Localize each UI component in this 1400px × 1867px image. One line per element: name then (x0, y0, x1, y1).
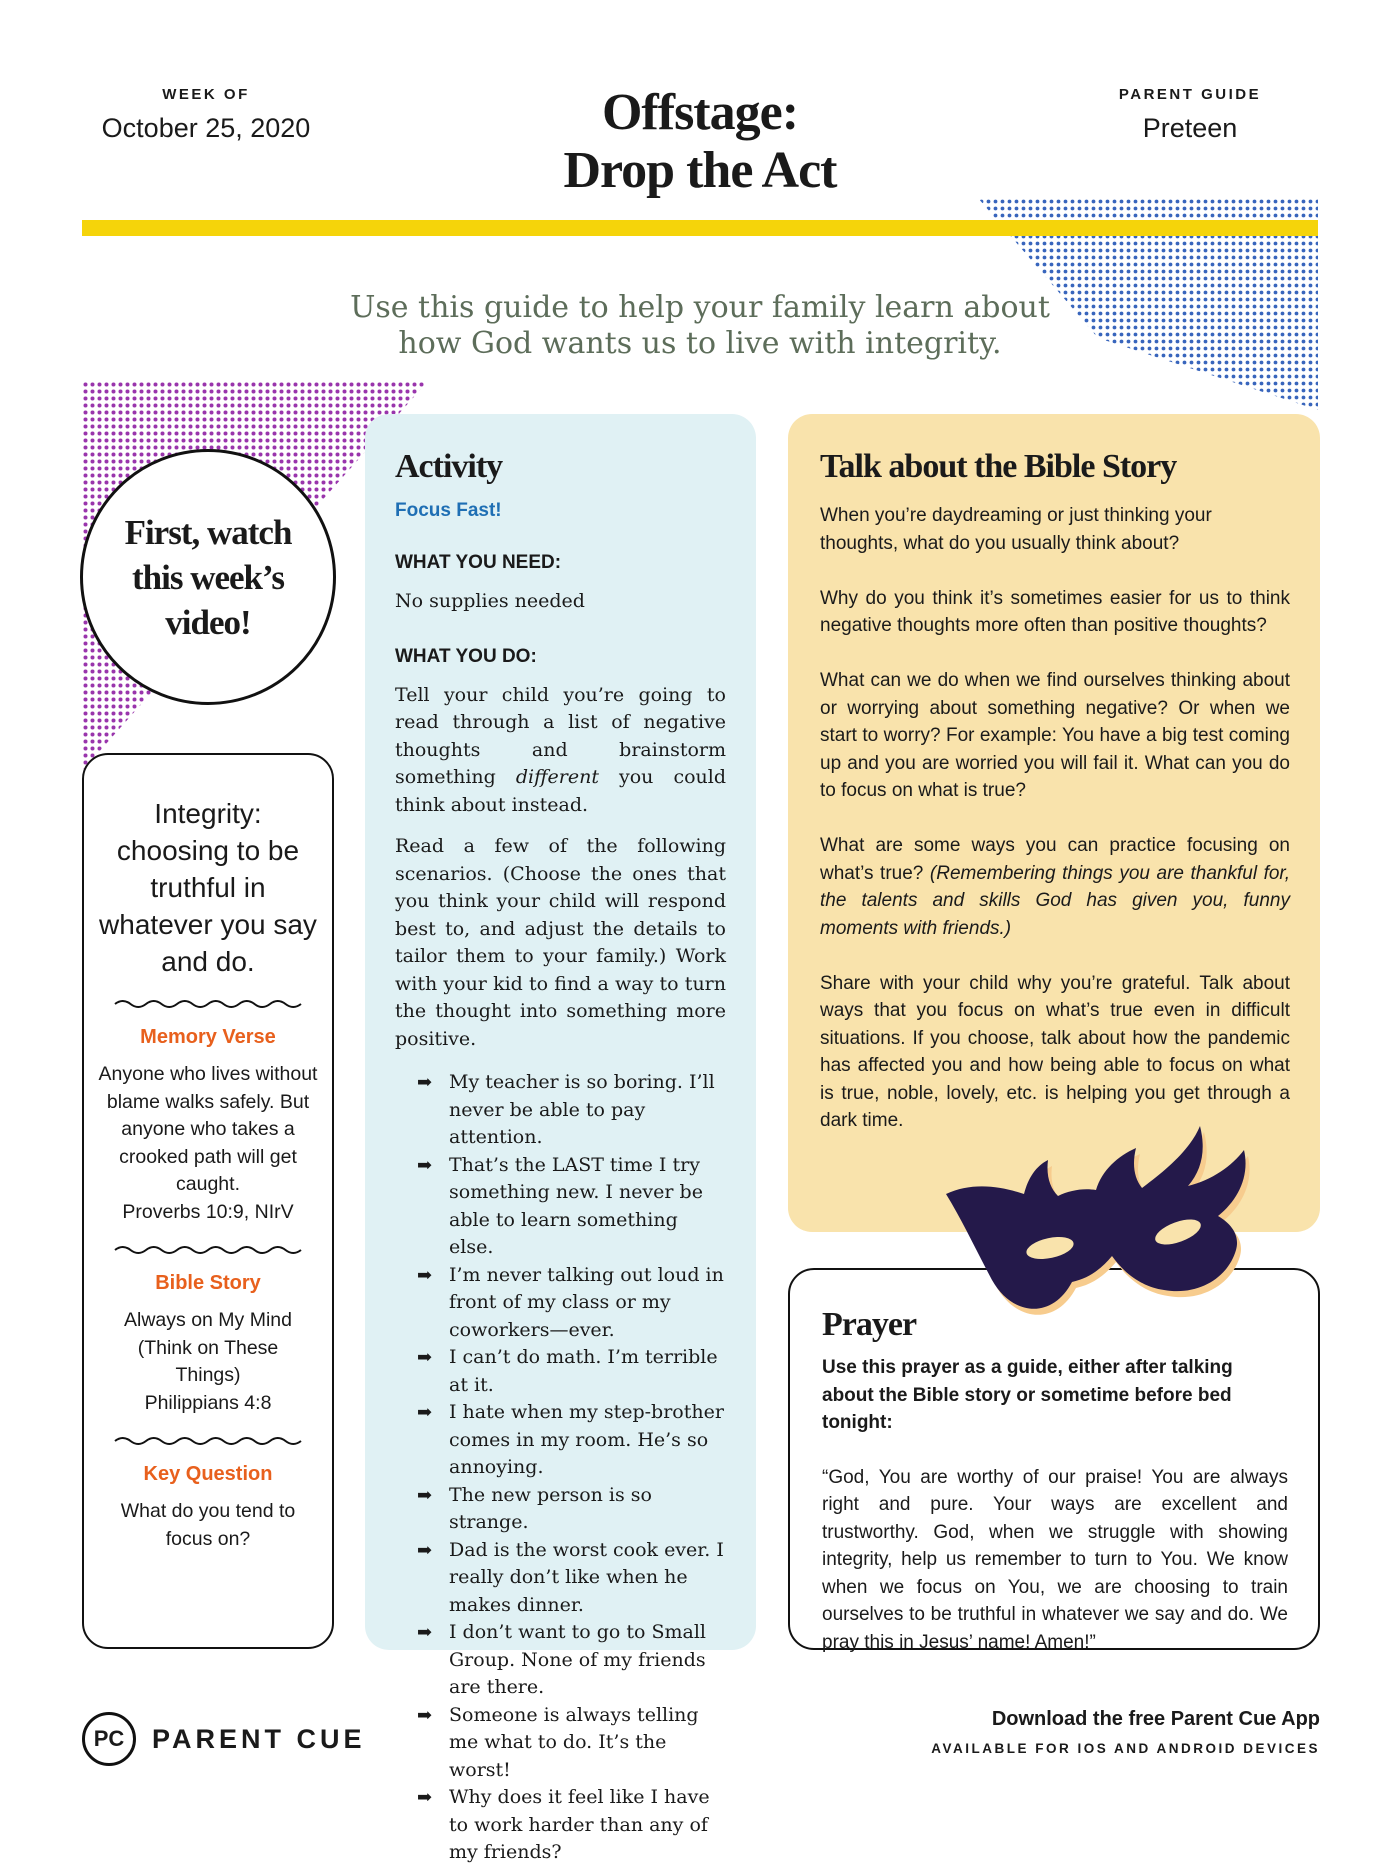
list-item (395, 1262, 726, 1345)
logo-mark: PC (82, 1712, 136, 1766)
guide-value: Preteen (1142, 113, 1238, 143)
week-label: WEEK OF (162, 86, 250, 103)
talk-panel (788, 414, 1320, 1232)
discussion-question: When you’re daydreaming or just thinking your thoughts, what do you usually think about? (820, 505, 1212, 554)
scenario-text: I don’t want to go to Small Group. None of my friends are there. (449, 1621, 706, 1698)
what-you-do-heading: WHAT YOU DO: (395, 645, 537, 667)
list-item (395, 1537, 726, 1620)
prayer-title: Prayer (822, 1306, 917, 1343)
divider-wave (115, 1244, 301, 1256)
list-item (395, 1482, 726, 1537)
divider-wave (115, 998, 301, 1010)
parent-guide (1090, 86, 1290, 144)
list-item (395, 1069, 726, 1152)
question-text: What are some ways you can practice focusing on what’s true? (820, 835, 1290, 884)
what-you-need-text: No supplies needed (395, 590, 585, 612)
brand-name: PARENT CUE (152, 1723, 366, 1754)
key-question-text: What do you tend to focus on? (120, 1500, 296, 1550)
right-arrow-icon: ➡ (417, 1154, 433, 1176)
right-arrow-icon: ➡ (417, 1484, 433, 1506)
scenario-text: I can’t do math. I’m terrible at it. (449, 1346, 718, 1396)
scenario-text: I’m never talking out loud in front of my class or my coworkers—ever. (449, 1263, 724, 1341)
scenario-text: Why does it feel like I have to work harder than any of my friends? (449, 1786, 710, 1863)
week-date: October 25, 2020 (101, 113, 311, 143)
scenario-text: That’s the LAST time I try something new. I never be able to learn something else. (449, 1153, 703, 1258)
intro-text-a: Tell your child you’re going to read through a list of negative thoughts and brainstorm something (395, 683, 726, 788)
activity-title: Activity (395, 448, 503, 485)
bible-story-title: Always on My Mind (Think on These Things) (124, 1309, 292, 1386)
guide-label: PARENT GUIDE (1118, 86, 1262, 103)
right-arrow-icon: ➡ (417, 1264, 433, 1286)
title-line-1: Offstage: (601, 84, 799, 141)
bible-story-heading: Bible Story (155, 1272, 261, 1294)
accent-bar (82, 220, 1318, 236)
scenario-text: I hate when my step-brother comes in my room. He’s so annoying. (449, 1401, 724, 1478)
right-arrow-icon: ➡ (417, 1402, 433, 1423)
list-item (395, 1619, 726, 1702)
right-arrow-icon: ➡ (417, 1622, 433, 1643)
bible-story-reference: Philippians 4:8 (144, 1391, 272, 1414)
talk-title: Talk about the Bible Story (820, 448, 1177, 485)
list-item (395, 1702, 726, 1785)
intro-emphasis: different (515, 766, 599, 788)
question-hint: (Remembering things you are thankful for, the talents and skills God has given you, funny moments with friends.) (820, 862, 1290, 939)
activity-panel (365, 414, 756, 1863)
scenario-text: Someone is always telling me what to do. It’s the worst! (449, 1703, 699, 1781)
memory-verse-heading: Memory Verse (140, 1026, 276, 1048)
summary-sidebar (82, 753, 334, 1649)
page-title (480, 84, 920, 200)
discussion-question: Why do you think it’s sometimes easier for us to think negative thoughts more often than positive thoughts? (820, 587, 1290, 636)
app-promo (880, 1708, 1320, 1756)
memory-verse-reference: Proverbs 10:9, NIrV (122, 1200, 294, 1223)
prayer-intro: Use this prayer as a guide, either after talking about the Bible story or sometime before bed tonight: (822, 1357, 1233, 1433)
prayer-text: “God, You are worthy of our praise! You are always right and pure. Your ways are excellent and trustworthy. God, when we struggle with showing integrity, help us remember to turn to You. We know when we focus on You, we are choosing to train ourselves to be truthful in whatever we say and do. We pray this in Jesus’ name! Amen!” (822, 1466, 1288, 1653)
scenario-text: My teacher is so boring. I’ll never be able to pay attention. (449, 1071, 715, 1148)
memory-verse-text: Anyone who lives without blame walks safely. But anyone who takes a crooked path will get caught. (98, 1063, 318, 1195)
right-arrow-icon: ➡ (417, 1347, 433, 1368)
scenario-text: Dad is the worst cook ever. I really don’t like when he makes dinner. (449, 1538, 724, 1616)
scenario-list (395, 1069, 726, 1867)
discussion-question: What can we do when we find ourselves thinking about or worrying about something negative? Or when we start to worry? For example: You have a big test coming up and you are worried you will fail it. What can you do to focus on what is true? (820, 670, 1290, 801)
video-callout-text: First, watch this week’s video! (124, 512, 292, 642)
mask-icon (932, 1120, 1282, 1320)
week-of (96, 86, 316, 144)
right-arrow-icon: ➡ (417, 1787, 433, 1808)
activity-subtitle: Focus Fast! (395, 500, 502, 521)
list-item (395, 1784, 726, 1867)
right-arrow-icon: ➡ (417, 1072, 433, 1093)
app-availability: AVAILABLE FOR IOS AND ANDROID DEVICES (931, 1741, 1320, 1756)
discussion-prompt: Share with your child why you’re grateful. Talk about ways that you focus on what’s true even in difficult situations. If you choose, talk about how the pandemic has affected you and how being able to focus on what is true, noble, lovely, etc. is helping you get through a dark time. (820, 972, 1290, 1131)
intro-text-b: you could think about instead. (395, 766, 726, 816)
prayer-panel (788, 1268, 1320, 1653)
key-question-heading: Key Question (143, 1463, 273, 1485)
right-arrow-icon: ➡ (417, 1539, 433, 1561)
scenario-text: The new person is so strange. (449, 1483, 652, 1533)
what-you-do-intro (395, 682, 726, 820)
list-item (395, 1152, 726, 1262)
parent-cue-logo (82, 1712, 366, 1766)
what-you-do-instructions: Read a few of the following scenarios. (Choose the ones that you think your child will respond best to, and adjust the details to tailor them to your family.) Work with your kid to find a way to turn the thought into something more positive. (395, 835, 726, 1050)
discussion-question (820, 832, 1290, 942)
right-arrow-icon: ➡ (417, 1704, 433, 1726)
list-item (395, 1399, 726, 1482)
what-you-need-heading: WHAT YOU NEED: (395, 552, 562, 573)
intro-text: Use this guide to help your family learn about how God wants us to live with integrity. (350, 290, 1050, 361)
app-download-text: Download the free Parent Cue App (991, 1708, 1320, 1730)
divider-wave (115, 1435, 301, 1447)
title-line-2: Drop the Act (563, 142, 837, 199)
integrity-definition: Integrity: choosing to be truthful in whatever you say and do. (99, 798, 317, 977)
video-callout (80, 449, 336, 705)
list-item (395, 1344, 726, 1399)
